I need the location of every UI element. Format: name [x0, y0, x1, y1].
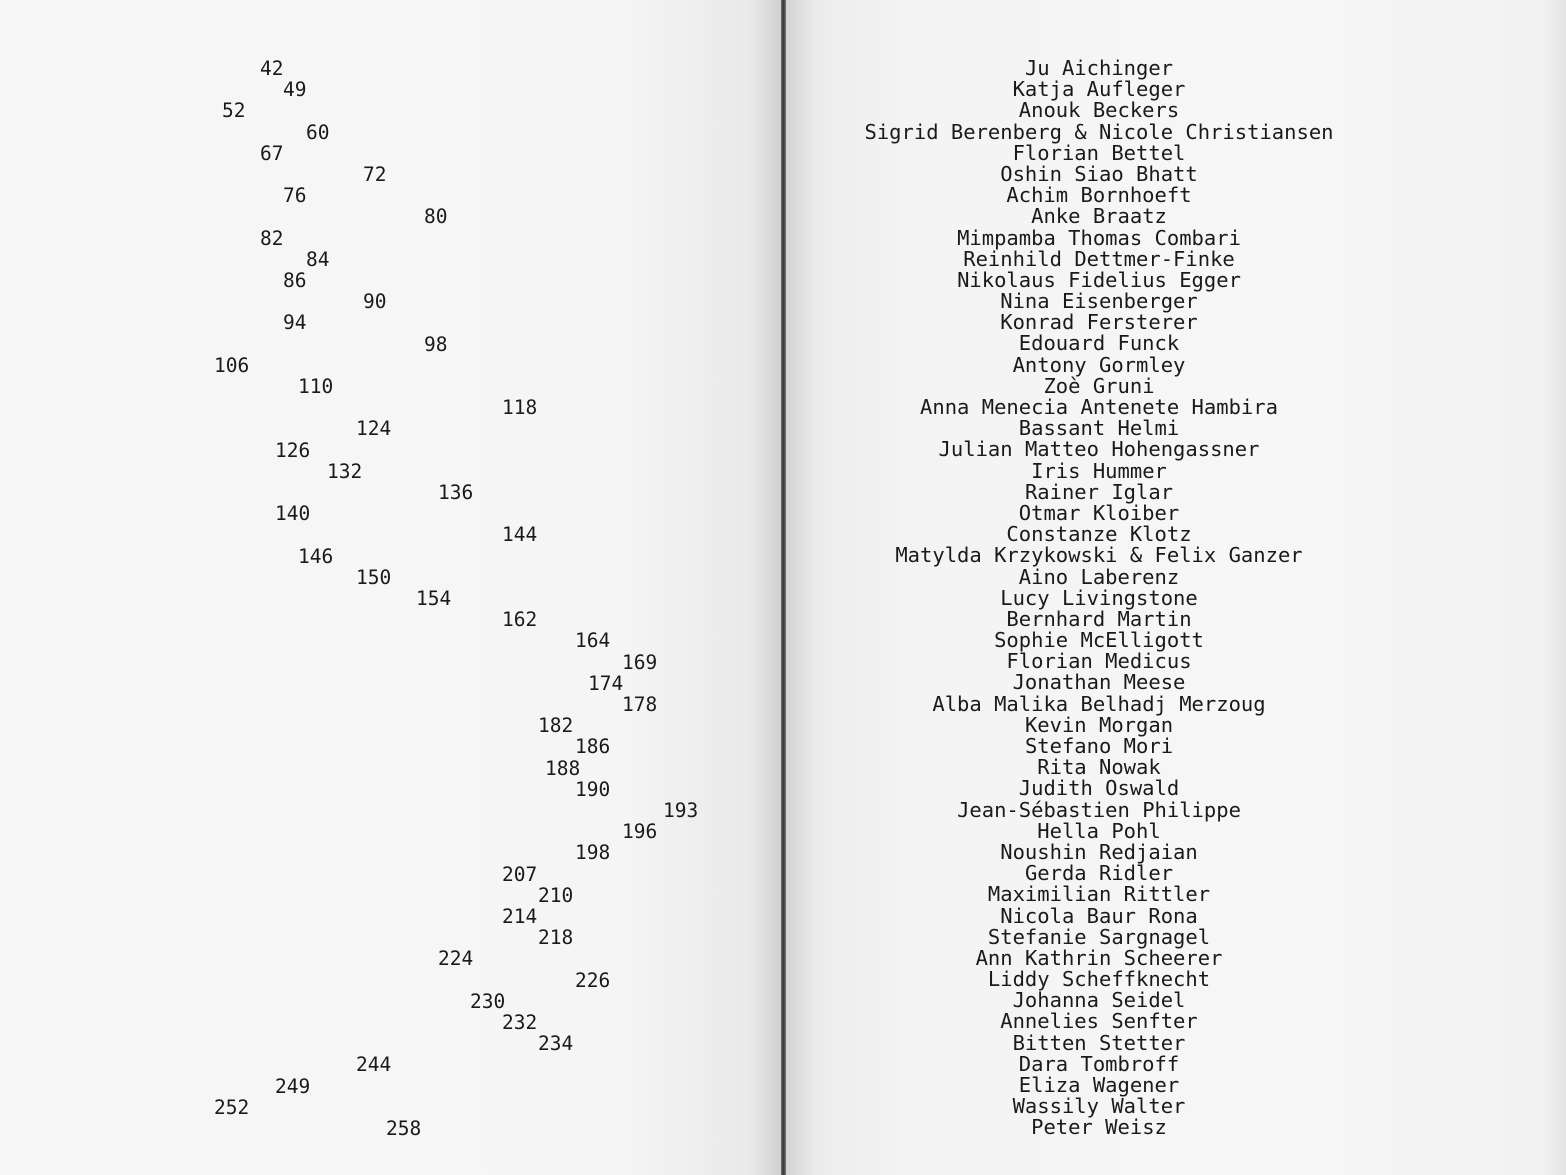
page-number: 126 — [275, 438, 311, 462]
page-number: 169 — [622, 650, 658, 674]
contributor-list — [786, 58, 1412, 1139]
page-number: 186 — [575, 735, 611, 759]
page-number: 52 — [222, 99, 246, 123]
contributor-name: Reinhild Dettmer-Finke — [963, 246, 1235, 271]
page-number: 198 — [575, 841, 611, 865]
page-number: 140 — [275, 502, 311, 526]
contributor-name: Nina Eisenberger — [1000, 289, 1198, 314]
contributor-name: Stefano Mori — [1024, 734, 1174, 758]
contributor-name: Edouard Funck — [1018, 331, 1180, 356]
page-number: 226 — [575, 968, 611, 992]
page-number: 67 — [260, 141, 284, 165]
contributor-name: Sophie McElligott — [994, 628, 1204, 653]
page-number: 132 — [327, 459, 363, 483]
page-number: 154 — [416, 587, 452, 610]
page-number: 49 — [283, 78, 307, 102]
contributor-name: Lucy Livingstone — [1000, 585, 1198, 610]
contributor-name: Bassant Helmi — [1018, 416, 1180, 441]
page-number: 214 — [502, 905, 538, 928]
page-number: 164 — [575, 629, 611, 653]
contributor-name: Florian Medicus — [1006, 649, 1192, 674]
page-number: 196 — [622, 820, 658, 844]
contributor-name: Peter Weisz — [1031, 1115, 1167, 1140]
page-number: 190 — [575, 777, 611, 801]
contributor-name: Oshin Siao Bhatt — [1000, 161, 1198, 186]
page-number: 210 — [538, 883, 574, 907]
contributor-name: Rainer Iglar — [1024, 479, 1174, 504]
page-number: 94 — [283, 311, 307, 335]
contributor-name: Konrad Fersterer — [1000, 310, 1198, 335]
contributor-name: Iris Hummer — [1031, 458, 1167, 483]
contributor-name: Bitten Stetter — [1012, 1030, 1186, 1055]
page-number: 230 — [470, 989, 506, 1013]
contributor-name: Anouk Beckers — [1018, 98, 1180, 123]
contributor-name: Hella Pohl — [1037, 818, 1161, 843]
page-number: 106 — [214, 353, 250, 377]
page-number: 80 — [424, 205, 448, 229]
contributor-name: Achim Bornhoeft — [1006, 183, 1192, 208]
page-number: 174 — [588, 671, 624, 695]
contributor-name: Mimpamba Thomas Combari — [957, 225, 1241, 250]
page-number: 258 — [386, 1117, 422, 1140]
page-number: 193 — [663, 799, 699, 822]
page-number: 249 — [275, 1074, 311, 1098]
page-number: 98 — [424, 332, 448, 356]
contributor-name: Dara Tombroff — [1018, 1051, 1180, 1076]
page-number: 84 — [306, 247, 330, 271]
page-number: 218 — [538, 926, 574, 950]
page-number: 234 — [538, 1032, 574, 1056]
contributor-name: Eliza Wagener — [1018, 1073, 1180, 1097]
page-number: 90 — [363, 290, 387, 314]
contributor-name: Otmar Kloiber — [1018, 500, 1180, 525]
page-number: 82 — [260, 226, 284, 250]
page-number: 124 — [356, 417, 392, 441]
page-number: 162 — [502, 608, 538, 632]
contributor-name: Rita Nowak — [1037, 755, 1161, 780]
contributor-name: Ann Kathrin Scheerer — [975, 945, 1223, 970]
contributor-name: Jonathan Meese — [1012, 670, 1186, 695]
page-number: 244 — [356, 1053, 392, 1077]
page-number: 188 — [545, 756, 581, 780]
contributor-name: Sigrid Berenberg & Nicole Christiansen — [864, 119, 1334, 144]
page-number: 232 — [502, 1011, 538, 1034]
contributor-name: Liddy Scheffknecht — [987, 967, 1211, 992]
page-number: 182 — [538, 714, 574, 738]
page-number: 110 — [298, 375, 334, 398]
contributor-name: Antony Gormley — [1012, 352, 1186, 377]
contributor-name: Kevin Morgan — [1024, 712, 1174, 737]
page-number: 224 — [438, 947, 474, 971]
contributor-name: Judith Oswald — [1018, 776, 1180, 801]
contributor-name: Noushin Redjaian — [1000, 839, 1198, 864]
page-number: 252 — [214, 1095, 250, 1119]
contributor-name: Ju Aichinger — [1024, 56, 1174, 80]
page-number: 178 — [622, 693, 658, 716]
page-number: 76 — [283, 184, 307, 208]
contributor-name: Anke Braatz — [1031, 204, 1167, 229]
contributor-name: Wassily Walter — [1012, 1094, 1186, 1119]
contributor-name: Alba Malika Belhadj Merzoug — [932, 691, 1266, 716]
contributor-name: Anna Menecia Antenete Hambira — [920, 395, 1278, 419]
page-number: 86 — [283, 269, 307, 292]
contributor-name: Stefanie Sargnagel — [987, 924, 1211, 949]
page-number: 136 — [438, 481, 474, 504]
page-number: 150 — [356, 565, 392, 589]
contributor-name: Matylda Krzykowski & Felix Ganzer — [895, 543, 1303, 568]
page-number: 42 — [260, 57, 284, 80]
page-number: 72 — [363, 163, 387, 186]
page-number: 144 — [502, 523, 538, 547]
contributor-name: Florian Bettel — [1012, 140, 1186, 165]
page-number: 207 — [502, 862, 538, 886]
contributor-name: Gerda Ridler — [1024, 861, 1174, 886]
page-number: 146 — [298, 544, 334, 568]
contributor-name: Jean-Sébastien Philippe — [957, 797, 1241, 822]
contributor-name: Johanna Seidel — [1012, 988, 1186, 1013]
contributor-name: Bernhard Martin — [1006, 606, 1192, 631]
contributor-name: Julian Matteo Hohengassner — [938, 437, 1260, 462]
contributor-name: Maximilian Rittler — [987, 882, 1211, 907]
page-number: 118 — [502, 396, 538, 420]
contributor-name: Aino Laberenz — [1018, 564, 1180, 589]
contributor-name: Nicola Baur Rona — [1000, 903, 1198, 928]
contributor-name: Zoè Gruni — [1043, 373, 1155, 398]
page-number: 60 — [306, 120, 330, 144]
contributor-name: Katja Aufleger — [1012, 77, 1186, 102]
contributor-name: Annelies Senfter — [1000, 1009, 1198, 1034]
contributor-name: Nikolaus Fidelius Egger — [957, 267, 1241, 292]
contributor-name: Constanze Klotz — [1006, 522, 1192, 547]
